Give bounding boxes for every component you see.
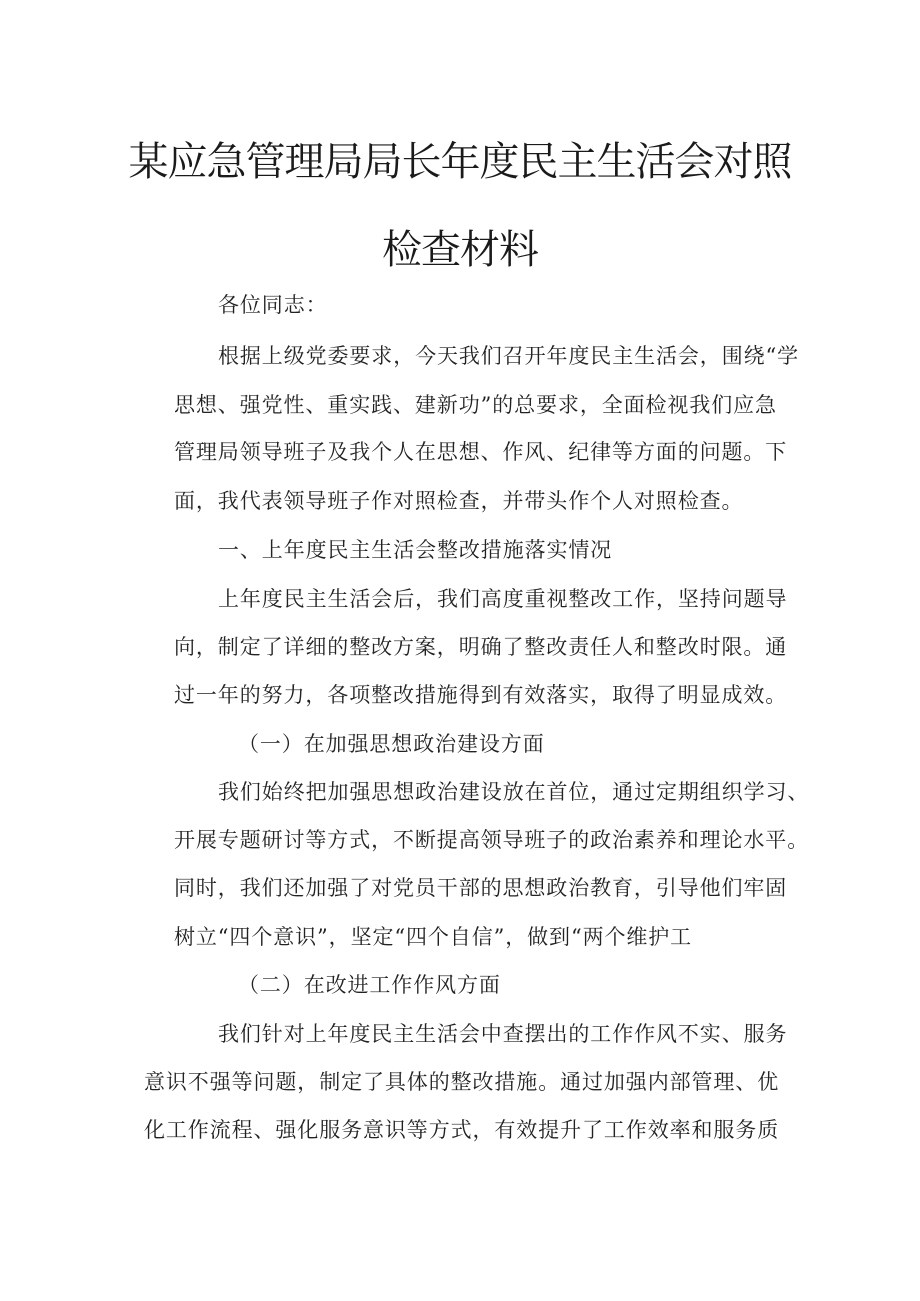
paragraph-line: 根据上级党委要求，今天我们召开年度民主生活会，围绕“学 (218, 344, 800, 368)
document-title-line-2: 检查材料 (382, 227, 538, 273)
subsection-heading: （一）在加强思想政治建设方面 (238, 732, 545, 756)
subsection-heading: （二）在改进工作作风方面 (238, 973, 501, 997)
paragraph-line: 上年度民主生活会后，我们高度重视整改工作，坚持问题导 (218, 587, 788, 611)
greeting: 各位同志： (218, 293, 328, 317)
paragraph-line: 向，制定了详细的整改方案，明确了整改责任人和整改时限。通 (174, 635, 788, 659)
paragraph-line: 思想、强党性、重实践、建新功”的总要求，全面检视我们应急 (174, 393, 777, 417)
paragraph-line: 面，我代表领导班子作对照检查，并带头作个人对照检查。 (174, 489, 744, 513)
paragraph-line: 我们针对上年度民主生活会中查摆出的工作作风不实、服务 (218, 1022, 788, 1046)
paragraph-line: 树立“四个意识”，坚定“四个自信”，做到“两个维护工 (174, 925, 693, 949)
paragraph-line: 同时，我们还加强了对党员干部的思想政治教育，引导他们牢固 (174, 876, 788, 900)
paragraph-line: 我们始终把加强思想政治建设放在首位，通过定期组织学习、 (218, 780, 810, 804)
paragraph-line: 化工作流程、强化服务意识等方式，有效提升了工作效率和服务质 (144, 1118, 780, 1142)
section-heading: 一、上年度民主生活会整改措施落实情况 (218, 538, 613, 562)
paragraph-line: 开展专题研讨等方式，不断提高领导班子的政治素养和理论水平。 (174, 828, 810, 852)
paragraph-line: 意识不强等问题，制定了具体的整改措施。通过加强内部管理、优 (144, 1070, 780, 1094)
paragraph-line: 过一年的努力，各项整改措施得到有效落实，取得了明显成效。 (174, 683, 788, 707)
paragraph-line: 管理局领导班子及我个人在思想、作风、纪律等方面的问题。下 (174, 440, 788, 464)
document-title-line-1: 某应急管理局局长年度民主生活会对照 (128, 139, 792, 185)
